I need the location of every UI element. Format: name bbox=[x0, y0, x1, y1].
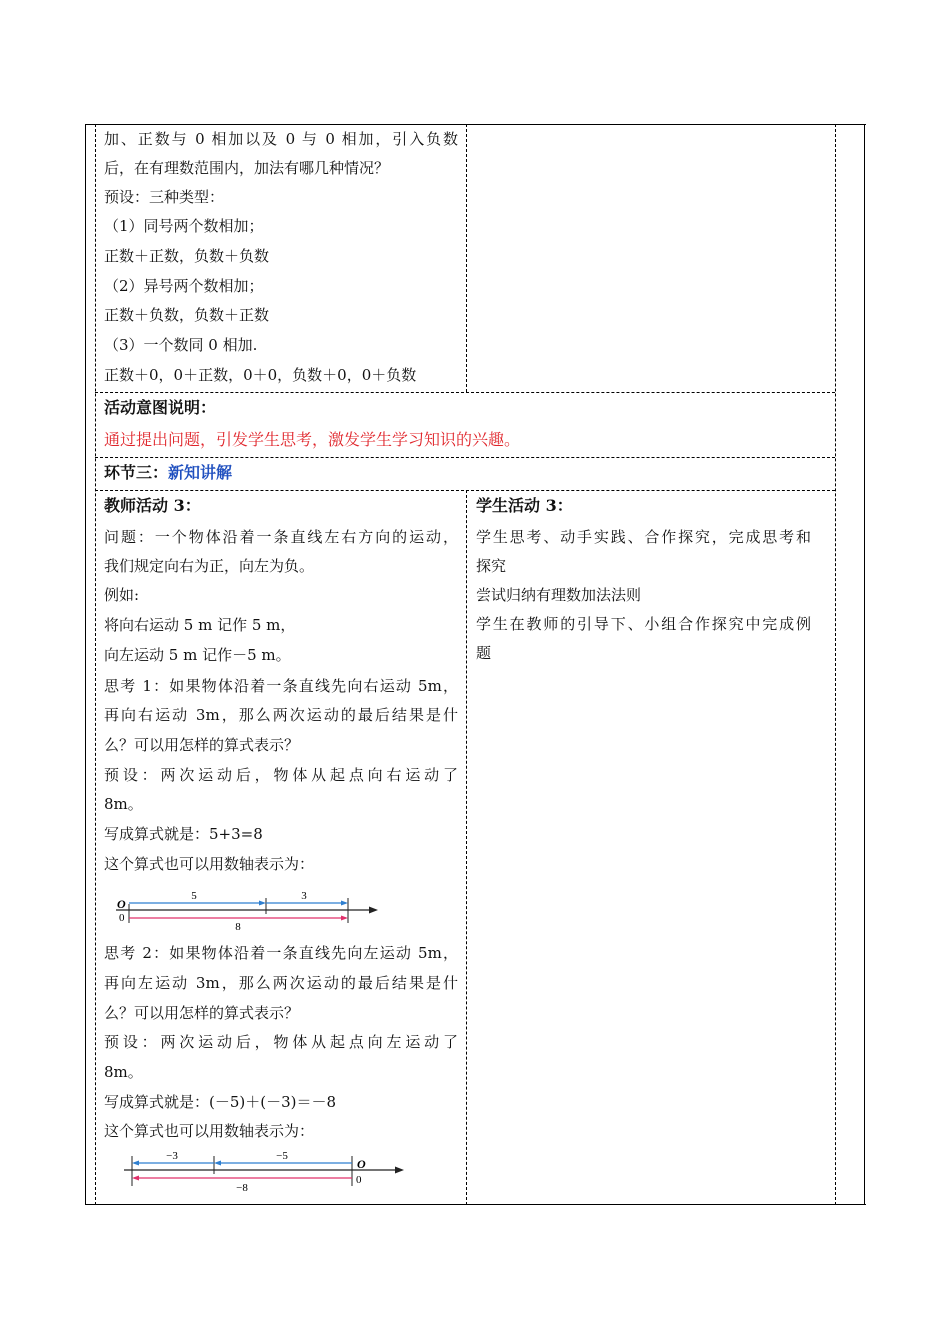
text-line: 预设：两次运动后，物体从起点向右运动了 bbox=[104, 766, 458, 784]
intent-label: 活动意图说明： bbox=[104, 398, 217, 417]
text-line: 这个算式也可以用数轴表示为： bbox=[104, 1122, 315, 1140]
number-line-diagram-2 bbox=[118, 1148, 408, 1198]
total-label-neg8: −8 bbox=[236, 1182, 248, 1194]
segment-label-5: 5 bbox=[191, 890, 197, 902]
arrow-head bbox=[214, 1161, 221, 1166]
number-line-diagram-1 bbox=[108, 884, 383, 934]
text-line: 正数＋0，0＋正数，0＋0，负数＋0，0＋负数 bbox=[104, 366, 417, 384]
text-line: 将向右运动 5 m 记作 5 m， bbox=[104, 616, 296, 634]
text-line: 再向右运动 3m，那么两次运动的最后结果是什 bbox=[104, 706, 458, 724]
total-label-8: 8 bbox=[235, 921, 241, 933]
section-title: 新知讲解 bbox=[168, 463, 233, 482]
table-right-border bbox=[864, 124, 865, 1205]
segment-label-3: 3 bbox=[301, 890, 307, 902]
text-line: （3）一个数同 0 相加. bbox=[104, 336, 258, 354]
axis-arrow bbox=[395, 1167, 404, 1174]
axis-zero-label: 0 bbox=[119, 912, 125, 924]
text-line: 思考 2：如果物体沿着一条直线先向左运动 5m， bbox=[104, 944, 458, 962]
column-divider-main bbox=[466, 490, 467, 1205]
inner-right-border bbox=[835, 124, 836, 1205]
text-line: 正数＋正数，负数＋负数 bbox=[104, 247, 270, 265]
table-left-border bbox=[85, 124, 86, 1205]
text-line: 尝试归纳有理数加法法则 bbox=[476, 586, 642, 604]
inner-left-border bbox=[95, 124, 96, 1205]
text-line: 8m。 bbox=[104, 1063, 143, 1081]
text-line: 思考 1：如果物体沿着一条直线先向右运动 5m， bbox=[104, 677, 458, 695]
text-line: 学生在教师的引导下、小组合作探究中完成例 bbox=[476, 615, 811, 633]
text-line: 问题：一个物体沿着一条直线左右方向的运动， bbox=[104, 528, 458, 546]
section-prefix: 环节三： bbox=[104, 463, 169, 482]
text-line: 再向左运动 3m，那么两次运动的最后结果是什 bbox=[104, 974, 458, 992]
text-line: 题 bbox=[476, 644, 492, 662]
arrow-head bbox=[132, 1176, 139, 1181]
text-line: 例如: bbox=[104, 586, 140, 604]
arrow-head bbox=[341, 916, 348, 921]
intent-text: 通过提出问题，引发学生思考，激发学生学习知识的兴趣。 bbox=[104, 430, 521, 449]
arrow-head bbox=[259, 901, 266, 906]
text-line: 写成算式就是：5+3=8 bbox=[104, 825, 263, 843]
text-line: 预设：两次运动后，物体从起点向左运动了 bbox=[104, 1033, 458, 1051]
axis-origin-letter: O bbox=[117, 897, 126, 911]
text-line: 我们规定向右为正，向左为负。 bbox=[104, 557, 315, 575]
text-line: 后，在有理数范围内，加法有哪几种情况？ bbox=[104, 159, 390, 177]
axis-zero-label: 0 bbox=[356, 1174, 362, 1186]
text-line: 探究 bbox=[476, 557, 507, 575]
column-divider-top bbox=[466, 124, 467, 392]
student-heading: 学生活动 3： bbox=[476, 496, 573, 515]
text-line: 写成算式就是：(－5)＋(－3)＝－8 bbox=[104, 1093, 337, 1111]
text-line: （2）异号两个数相加； bbox=[104, 277, 264, 295]
segment-label-neg5: −5 bbox=[276, 1150, 288, 1162]
arrow-head bbox=[132, 1161, 139, 1166]
table-bottom-border bbox=[85, 1204, 866, 1205]
text-line: 正数＋负数，负数＋正数 bbox=[104, 306, 270, 324]
text-line: 加、正数与 0 相加以及 0 与 0 相加，引入负数 bbox=[104, 130, 458, 148]
arrow-head bbox=[341, 901, 348, 906]
axis-arrow bbox=[369, 907, 378, 914]
teacher-heading: 教师活动 3： bbox=[104, 496, 201, 515]
axis-origin-letter: O bbox=[357, 1157, 366, 1171]
row-divider bbox=[95, 490, 835, 491]
text-line: 么？可以用怎样的算式表示？ bbox=[104, 1004, 300, 1022]
text-line: 预设：三种类型： bbox=[104, 188, 225, 206]
text-line: 么？可以用怎样的算式表示？ bbox=[104, 736, 300, 754]
text-line: 学生思考、动手实践、合作探究，完成思考和 bbox=[476, 528, 811, 546]
segment-label-neg3: −3 bbox=[166, 1150, 178, 1162]
section-heading bbox=[104, 458, 232, 488]
text-line: 向左运动 5 m 记作－5 m。 bbox=[104, 646, 291, 664]
text-line: （1）同号两个数相加； bbox=[104, 217, 264, 235]
text-line: 这个算式也可以用数轴表示为： bbox=[104, 855, 315, 873]
text-line: 8m。 bbox=[104, 795, 143, 813]
